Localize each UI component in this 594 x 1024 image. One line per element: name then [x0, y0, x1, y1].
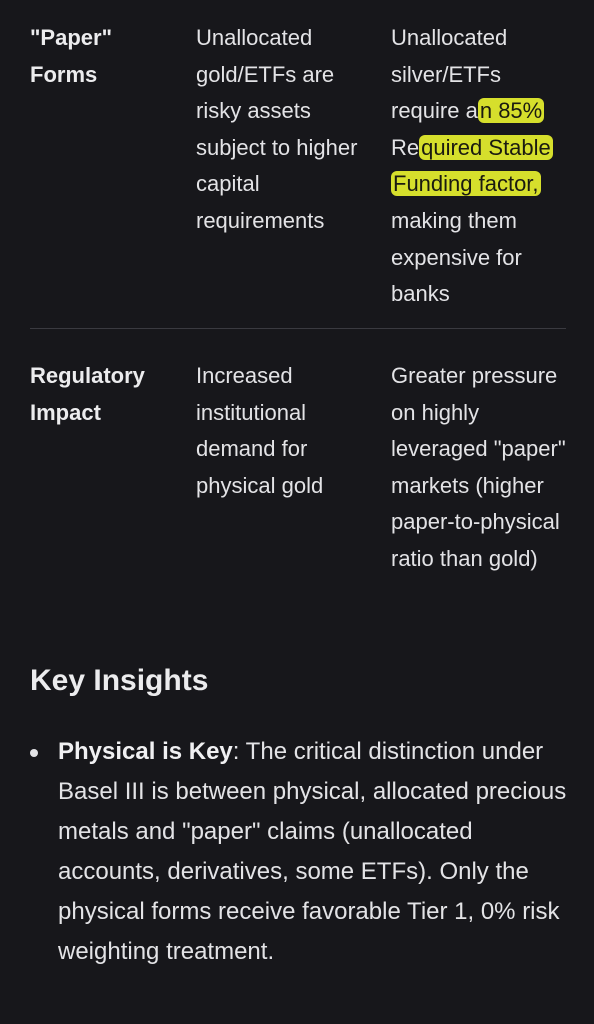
- silver-text-end: making them expensive for banks: [391, 207, 522, 307]
- row-label-paper-forms: "Paper" Forms: [30, 25, 113, 87]
- insight-title: Physical is Key: [58, 738, 233, 765]
- gold-cell: Unallocated gold/ETFs are risky assets subject to higher capital requirements: [196, 25, 358, 233]
- bullet-icon: [30, 749, 38, 757]
- silver-cell: Greater pressure on highly leveraged "paper" markets (higher paper-to-physical ratio than gold): [391, 363, 566, 571]
- gold-cell: Increased institutional demand for physical gold: [196, 363, 324, 498]
- table-divider: [30, 328, 566, 329]
- silver-text-mid: Re: [391, 134, 420, 160]
- silver-cell: [391, 20, 571, 313]
- insights-list: [30, 732, 570, 972]
- highlighted-text: quired Stable Funding factor,: [393, 134, 551, 197]
- section-heading: Key Insights: [30, 664, 209, 697]
- comparison-table: [30, 20, 566, 658]
- highlighted-text: n 85%: [479, 98, 543, 124]
- table-row: [30, 20, 566, 330]
- row-label-regulatory-impact: Regulatory Impact: [30, 363, 145, 425]
- list-item: [30, 732, 570, 972]
- table-row: [30, 358, 566, 658]
- silver-text-start: Unallocated silver/ETFs require a: [391, 25, 508, 124]
- insight-text: : The critical distinction under Basel III is between physical, allocated precious metals and "paper" claims (unallocated accounts, derivatives, some ETFs). Only the physical forms receive favorable Tier 1, 0% risk weighting treatment.: [58, 738, 567, 965]
